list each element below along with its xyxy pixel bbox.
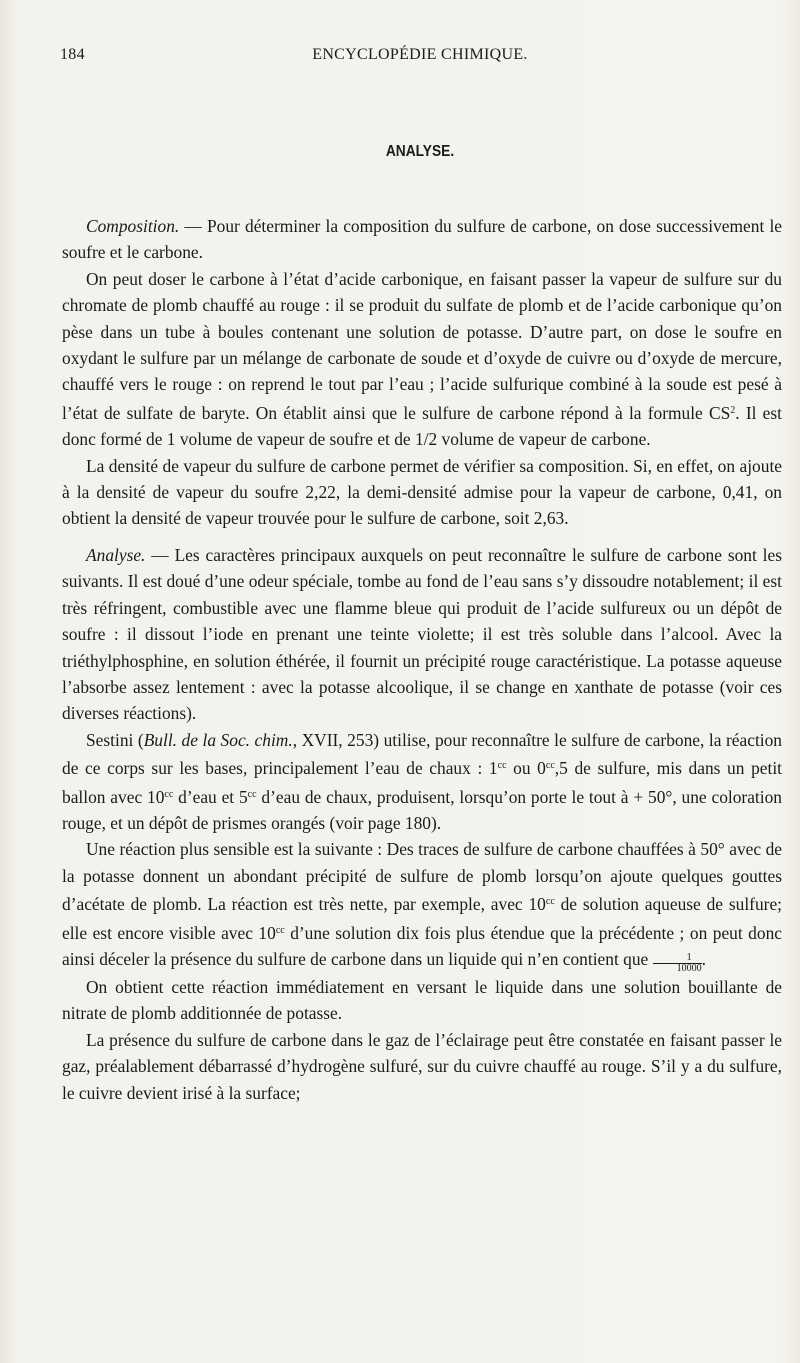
paragraph-lead: Analyse. bbox=[86, 544, 146, 565]
paragraph-carbon-dosage: On peut doser le carbone à l’état d’acide carbonique, en faisant passer la vapeur de sulfure sur du chromate de plomb chauffé au rouge : il se produit du sulfate de plomb et de l’acide carbonique qu’on pèse dans un tube à boules contenant une solution de potasse. D’autre part, on dose le soufre en oxydant le sulfure par un mélange de carbonate de soude et d’oxyde de cuivre ou d’oxyde de mercure, chauffé vers le rouge : on reprend le tout par l’eau ; l’acide sulfurique combiné à la soude est pesé à l’état de sulfate de baryte. On établit ainsi que le sulfure de carbone répond à la formule $CS^2$. Il est donc formé de 1 volume de vapeur de soufre et de 1/2 volume de vapeur de carbone. bbox=[62, 268, 782, 450]
citation: Bull. de la Soc. chim. bbox=[143, 729, 293, 750]
paragraph-analyse: Analyse. — Les caractères principaux auxquels on peut reconnaître le sulfure de carbone sont les suivants. Il est doué d’une odeur spéciale, tombe au fond de l’eau sans s’y dissoudre notablement; il est très réfringent, combustible avec une flamme bleue qui produit de l’acide sulfureux ou un dépôt de soufre : il dissout l’iode en prenant une teinte violette; il est très soluble dans l’alcool. Avec la triéthylphosphine, en solution éthérée, il fournit un précipité rouge caractéristique. La potasse aqueuse l’absorbe assez lentement : avec la potasse alcoolique, il se change en xanthate de potasse (voir ces diverses réactions). bbox=[62, 544, 782, 724]
body-text bbox=[62, 213, 782, 1106]
fraction: $\frac{1}{10000}$ bbox=[653, 953, 702, 974]
paragraph-sensitive-reaction: Une réaction plus sensible est la suivante : Des traces de sulfure de carbone chauffées à 50° avec de la potasse donnent un abondant précipité de sulfure de plomb lorsqu’on ajoute quelques gouttes d’acétate de plomb. La réaction est très nette, par exemple, avec $10^{cc}$ de solution aqueuse de sulfure; elle est encore visible avec $10^{cc}$ d’une solution dix fois plus étendue que la précédente ; on peut donc ainsi déceler la présence du sulfure de carbone dans un liquide qui n’en contient que $\frac{1}{10000}$ . bbox=[62, 839, 782, 974]
paragraph-sestini: Sestini (Bull. de la Soc. chim., XVII, 253) utilise, pour reconnaître le sulfure de carbone, la réaction de ce corps sur les bases, principalement l’eau de chaux : $1^{cc}$ ou $0^{cc},5$ de sulfure, mis dans un petit ballon avec $10^{cc}$ d’eau et $5^{cc}$ d’eau de chaux, produisent, lorsqu’on porte le tout à + 50°, une coloration rouge, et un dépôt de prismes orangés (voir page 180). bbox=[62, 729, 782, 833]
section-title: ANALYSE. bbox=[385, 143, 455, 160]
running-title: ENCYCLOPÉDIE CHIMIQUE. bbox=[312, 46, 528, 63]
paragraph-lead: Composition. bbox=[86, 216, 180, 236]
paragraph-composition: Composition. — Pour déterminer la composition du sulfure de carbone, on dose successivement le soufre et le carbone. bbox=[62, 216, 782, 263]
paragraph-lead-nitrate: On obtient cette réaction immédiatement en versant le liquide dans une solution bouillante de nitrate de plomb additionnée de potasse. bbox=[62, 976, 782, 1024]
page-header bbox=[60, 46, 780, 70]
paragraph-lighting-gas: La présence du sulfure de carbone dans le gaz de l’éclairage peut être constatée en faisant passer le gaz, préalablement débarrassé d’hydrogène sulfuré, sur du cuivre chauffé au rouge. S’il y a du sulfure, le cuivre devient irisé à la surface; bbox=[62, 1029, 782, 1103]
page-number: 184 bbox=[60, 46, 85, 63]
paragraph-vapour-density: La densité de vapeur du sulfure de carbone permet de vérifier sa composition. Si, en effet, on ajoute à la densité de vapeur du soufre 2,22, la demi-densité admise pour la vapeur de carbone, 0,41, on obtient la densité de vapeur trouvée pour le sulfure de carbone, soit 2,63. bbox=[62, 455, 782, 529]
